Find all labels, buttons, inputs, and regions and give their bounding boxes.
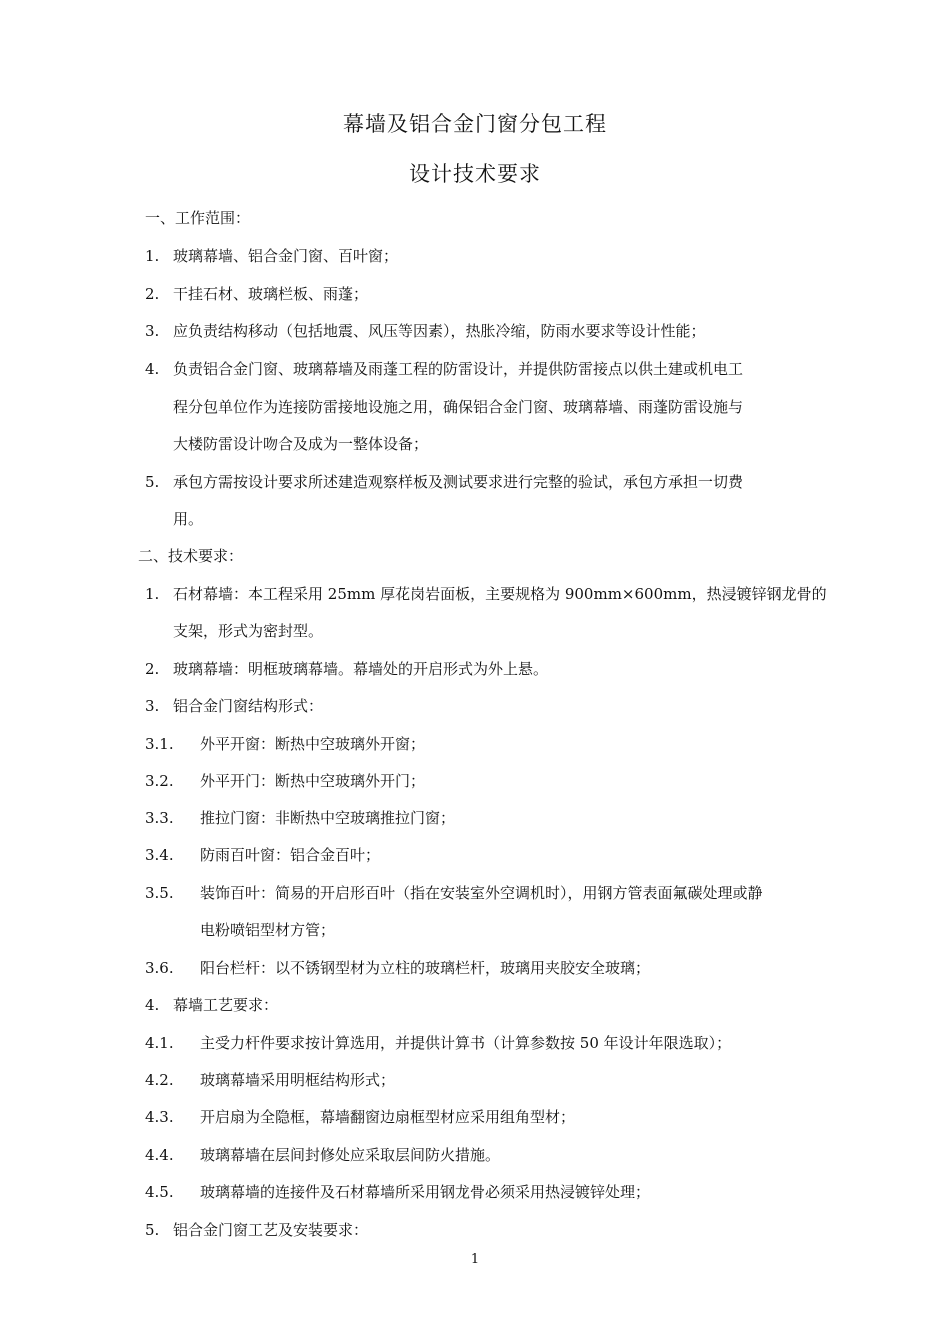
list-item-number: 5. [145, 473, 160, 491]
sub-item-text: 主受力杆件要求按计算选用，并提供计算书（计算参数按 50 年设计年限选取）； [200, 1034, 732, 1052]
list-item-text: 玻璃幕墙：明框玻璃幕墙。幕墙处的开启形式为外上悬。 [173, 660, 549, 678]
sub-item-number: 3.5. [145, 884, 174, 902]
sub-item-text: 外平开窗：断热中空玻璃外开窗； [200, 735, 426, 753]
list-item-number: 3. [145, 697, 160, 715]
list-item-number: 4. [145, 996, 160, 1014]
sub-item-text: 阳台栏杆：以不锈钢型材为立柱的玻璃栏杆，玻璃用夹胶安全玻璃； [200, 959, 651, 977]
list-item-text: 支架，形式为密封型。 [173, 622, 324, 640]
sub-item-number: 3.6. [145, 959, 174, 977]
sub-item-text: 推拉门窗：非断热中空玻璃推拉门窗； [200, 809, 456, 827]
list-item-text: 铝合金门窗结构形式： [173, 697, 324, 715]
list-item-number: 5. [145, 1221, 160, 1239]
section-heading-scope: 一、工作范围： [145, 209, 251, 227]
page-number: 1 [470, 1252, 480, 1267]
sub-item-number: 3.4. [145, 846, 174, 864]
section-heading-technical: 二、技术要求： [138, 547, 244, 565]
list-item-number: 1. [145, 585, 160, 603]
sub-item-text: 玻璃幕墙采用明框结构形式； [200, 1071, 396, 1089]
sub-item-text: 防雨百叶窗：铝合金百叶； [200, 846, 381, 864]
sub-item-text: 玻璃幕墙的连接件及石材幕墙所采用钢龙骨必须采用热浸镀锌处理； [200, 1183, 651, 1201]
list-item-text: 大楼防雷设计吻合及成为一整体设备； [173, 435, 429, 453]
sub-item-number: 3.2. [145, 772, 174, 790]
sub-item-text: 外平开门：断热中空玻璃外开门； [200, 772, 426, 790]
list-item-text: 铝合金门窗工艺及安装要求： [173, 1221, 369, 1239]
list-item-number: 3. [145, 322, 160, 340]
list-item-number: 1. [145, 247, 160, 265]
list-item-text: 应负责结构移动（包括地震、风压等因素），热胀冷缩，防雨水要求等设计性能； [173, 322, 706, 340]
list-item-text: 承包方需按设计要求所述建造观察样板及测试要求进行完整的验试，承包方承担一切费 [173, 473, 744, 491]
document-subtitle: 设计技术要求 [409, 162, 541, 186]
list-item-text: 程分包单位作为连接防雷接地设施之用，确保铝合金门窗、玻璃幕墙、雨蓬防雷设施与 [173, 398, 744, 416]
sub-item-number: 4.4. [145, 1146, 174, 1164]
sub-item-number: 4.2. [145, 1071, 174, 1089]
list-item-text: 玻璃幕墙、铝合金门窗、百叶窗； [173, 247, 399, 265]
list-item-number: 2. [145, 660, 160, 678]
sub-item-number: 4.3. [145, 1108, 174, 1126]
sub-item-number: 3.3. [145, 809, 174, 827]
list-item-text: 干挂石材、玻璃栏板、雨蓬； [173, 285, 369, 303]
list-item-text: 石材幕墙：本工程采用 25mm 厚花岗岩面板，主要规格为 900mm×600mm，热浸镀锌钢龙骨的 [173, 585, 827, 603]
sub-item-text: 玻璃幕墙在层间封修处应采取层间防火措施。 [200, 1146, 501, 1164]
document-title: 幕墙及铝合金门窗分包工程 [343, 112, 607, 136]
sub-item-text: 装饰百叶：简易的开启形百叶（指在安装室外空调机时），用钢方管表面氟碳处理或静 [200, 884, 763, 902]
list-item-number: 2. [145, 285, 160, 303]
sub-item-number: 3.1. [145, 735, 174, 753]
sub-item-number: 4.5. [145, 1183, 174, 1201]
list-item-text: 用。 [173, 510, 204, 528]
list-item-text: 负责铝合金门窗、玻璃幕墙及雨蓬工程的防雷设计，并提供防雷接点以供土建或机电工 [173, 360, 744, 378]
sub-item-text: 开启扇为全隐框，幕墙翻窗边扇框型材应采用组角型材； [200, 1108, 576, 1126]
sub-item-number: 4.1. [145, 1034, 174, 1052]
list-item-number: 4. [145, 360, 160, 378]
list-item-text: 幕墙工艺要求： [173, 996, 279, 1014]
sub-item-text: 电粉喷铝型材方管； [200, 921, 336, 939]
